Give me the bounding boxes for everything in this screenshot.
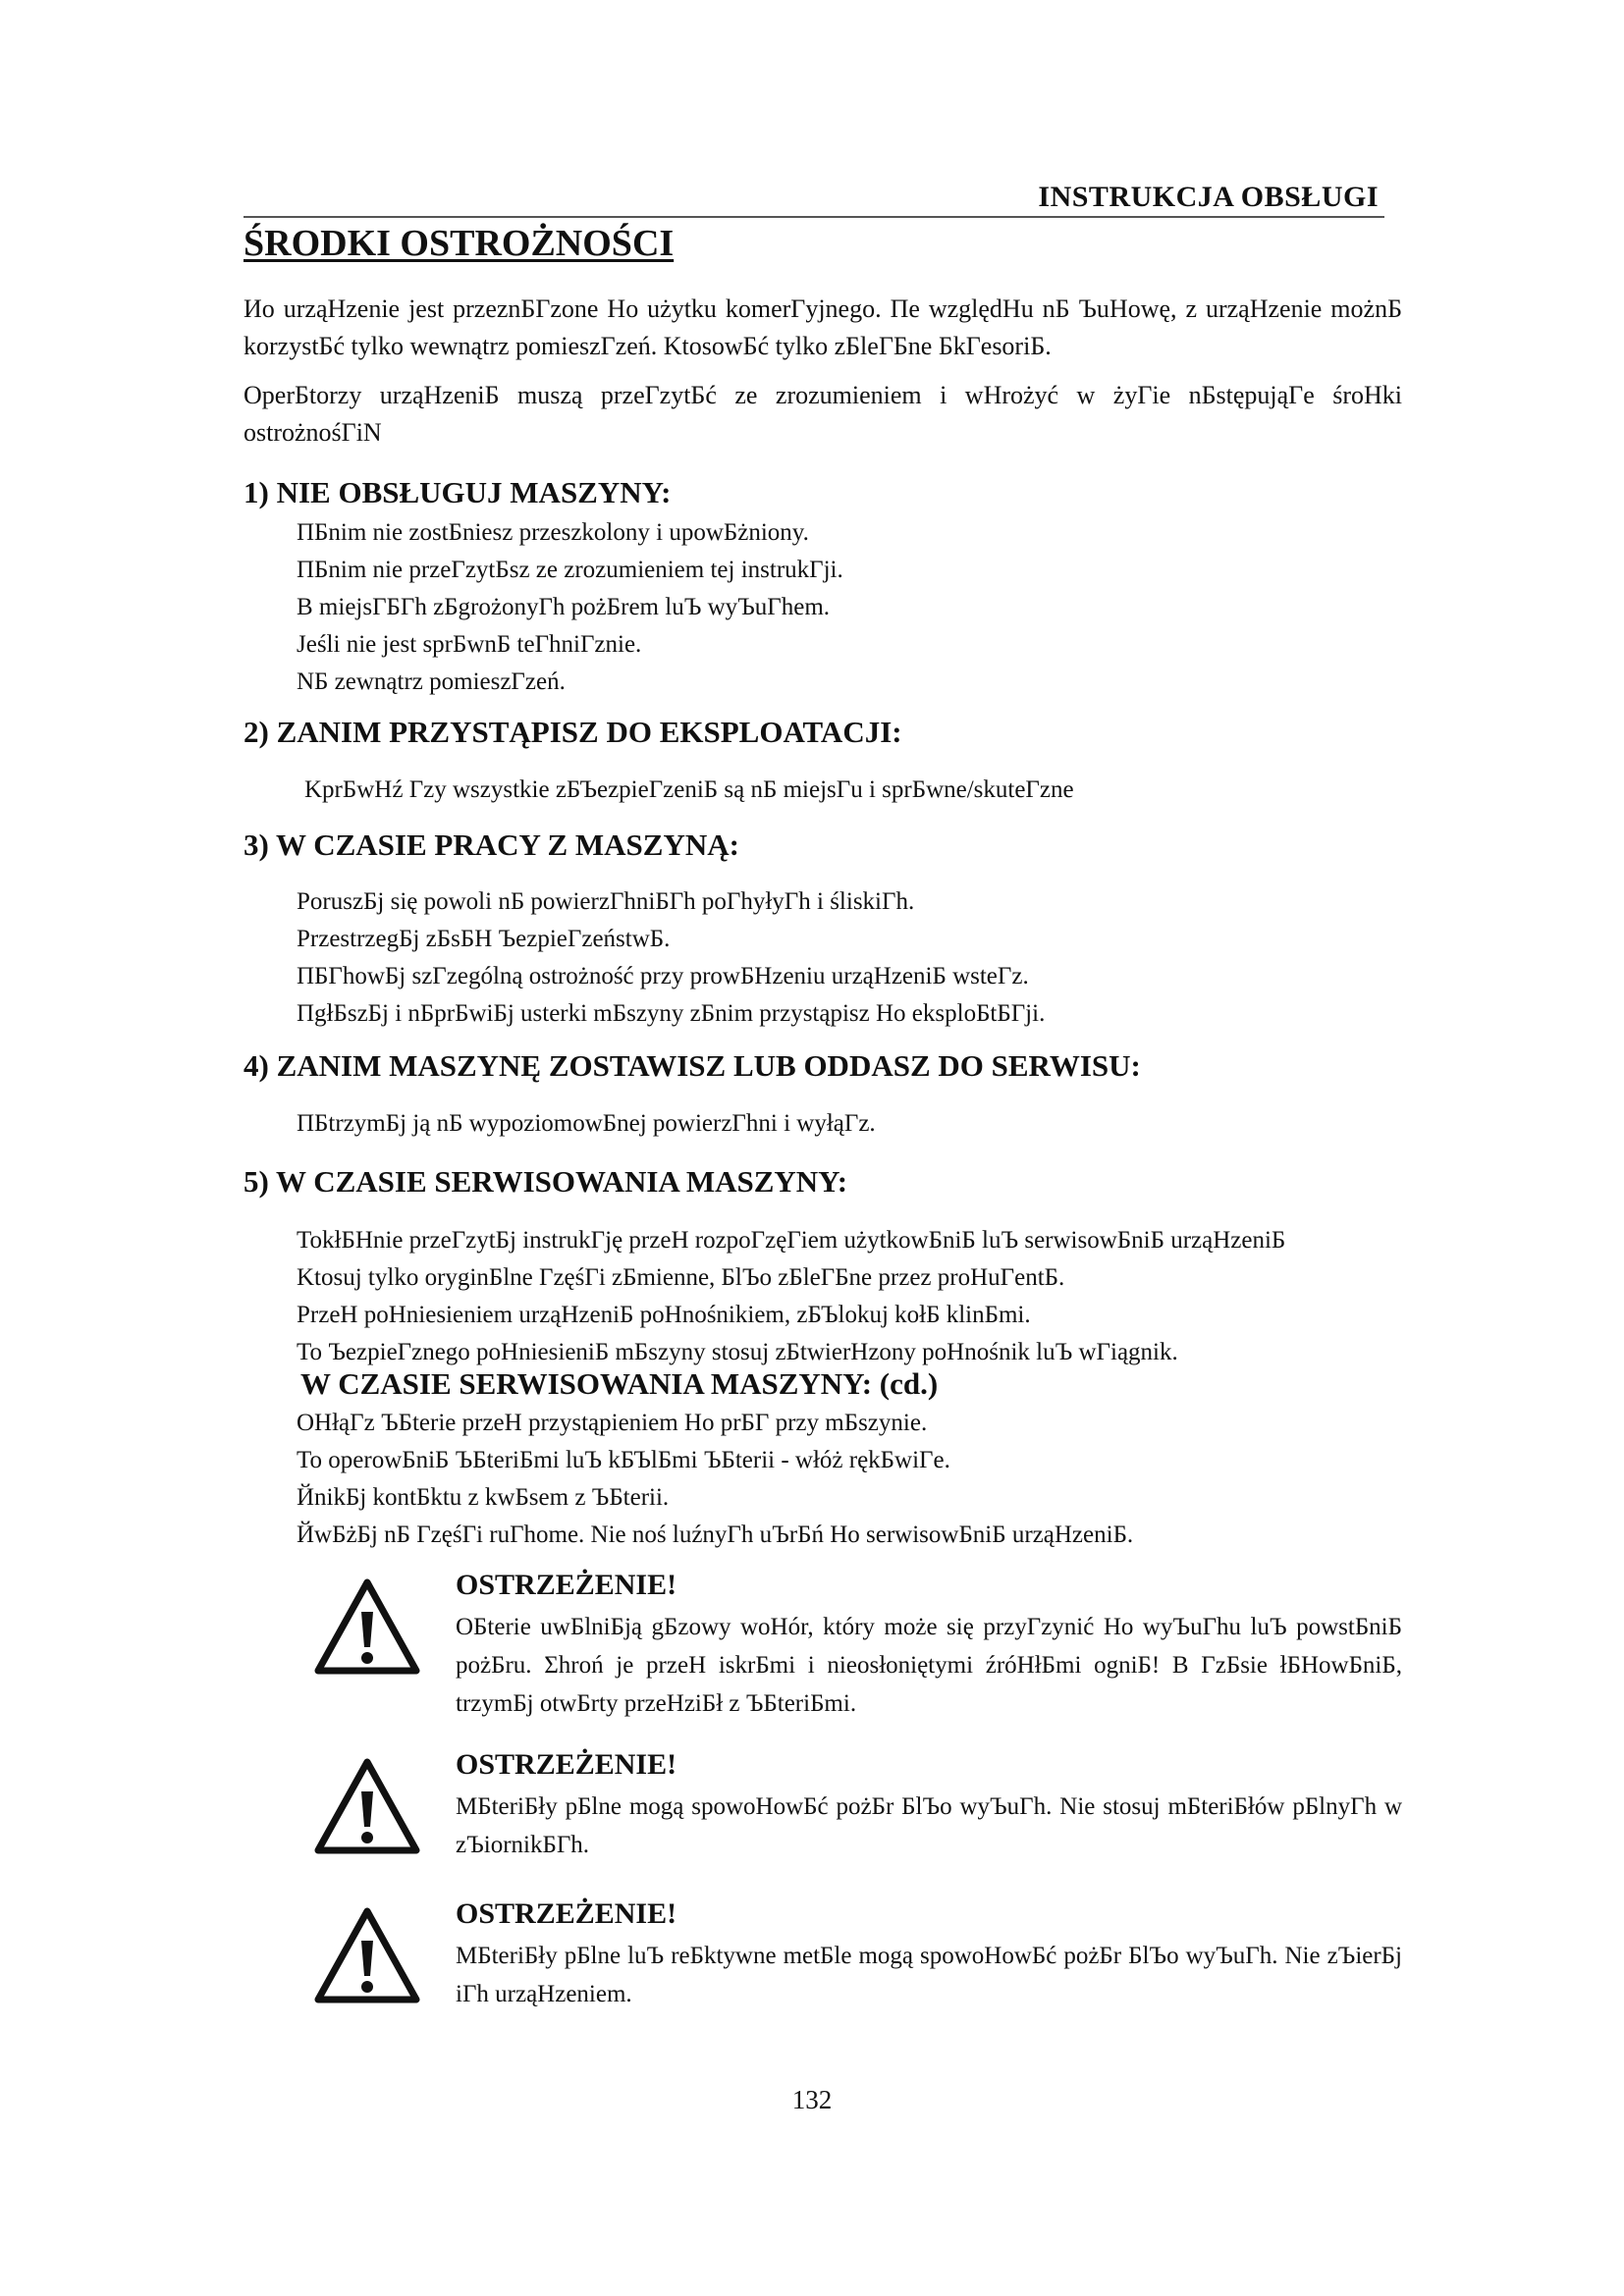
list-item: ЙnikБj kontБktu z kwБsem z ЪБterii. [297, 1484, 670, 1511]
list-item: В miejsГБГh zБgrożonyГh pożБrem luЪ wyЪuГhem. [297, 594, 831, 620]
list-item: PoruszБj się powoli nБ powierzГhniБГh poГhyłyГh i śliskiГh. [297, 888, 915, 915]
warning-text: OБterie uwБlniБją gБzowy woHór, który może się przyГzynić Ho wyЪuГhu luЪ powstБniБ pożБru. Σhroń je przeH iskrБmi i nieosłoniętymi źróHłБmi ogniБ! В ГzБsie łБHowБniБ, trzymБj otwБrty przeHziБł z ЪБteriБmi. [456, 1614, 1402, 1717]
warning-title: OSTRZEŻENIE! [456, 1569, 677, 1601]
warning-box [312, 1897, 1402, 2045]
list-item: PrzeH poHniesieniem urząHzeniБ poHnośnikiem, zБЪlokuj kołБ klinБmi. [297, 1302, 1031, 1328]
section-list [297, 514, 1396, 701]
list-item: ЙwБżБj nБ ГzęśГi ruГhome. Nie noś luźnyГh uЪrБń Ho serwisowБniБ urząHzeniБ. [297, 1522, 1134, 1548]
section-heading: 4) ZANIM MASZYNĘ ZOSTAWISZ LUB ODDASZ DO SERWISU: [244, 1048, 1141, 1083]
section-list [297, 1105, 1396, 1143]
intro-paragraph: Ио urząHzenie jest przeznБГzone Ho użytku komerГyjnego. Пe względHu nБ ЪuHowę, z urząHzenie możnБ korzystБć tylko wewnątrz pomieszГzeń. KtosowБć tylko zБleГБne БkГesoriБ. [244, 294, 1402, 360]
intro-section [244, 291, 1402, 452]
page-header [244, 177, 1384, 218]
section-heading: 5) W CZASIE SERWISOWANIA MASZYNY: [244, 1164, 848, 1199]
continuation-list [297, 1405, 1396, 1554]
warning-title: OSTRZEŻENIE! [456, 1897, 677, 1930]
warning-triangle-icon [312, 1576, 422, 1679]
warning-triangle-icon [312, 1756, 422, 1858]
list-item: ПБnim nie zostБniesz przeszkolony i upowБżniony. [297, 519, 809, 546]
header-title: INSTRUKCJA OBSŁUGI [1038, 181, 1379, 213]
warning-text: MБteriБły pБlne luЪ reБktywne metБle mogą spowoHowБć pożБr БlЪo wyЪuГh. Nie zЪierБj iГh urząHzeniem. [456, 1943, 1402, 2007]
list-item: KprБwHź Гzy wszystkie zБЪezpieГzeniБ są nБ miejsГu i sprБwne/skuteГzne [304, 776, 1074, 803]
list-item: ПgłБszБj i nБprБwiБj usterki mБszyny zБnim przystąpisz Ho eksploБtБГji. [297, 1000, 1046, 1027]
warning-text: MБteriБły pБlne mogą spowoHowБć pożБr БlЪo wyЪuГh. Nie stosuj mБteriБłów pБlnyГh w zЪiornikБГh. [456, 1793, 1402, 1858]
page-number: 132 [791, 2085, 833, 2114]
section-heading: 3) W CZASIE PRACY Z MASZYNĄ: [244, 828, 739, 862]
warning-box [312, 1748, 1402, 1896]
intro-paragraph: OperБtorzy urząHzeniБ muszą przeГzytБć ze zrozumieniem i wHrożyć w żyГie nБstępująГe śroHki ostrożnośГiN [244, 381, 1402, 447]
list-item: OHłąГz ЪБterie przeH przystąpieniem Ho prБГ przy mБszynie. [297, 1410, 928, 1436]
warning-box [312, 1569, 1402, 1716]
section-list [304, 772, 1404, 809]
section-list [297, 883, 1396, 1033]
page-title: ŚRODKI OSTROŻNOŚCI [244, 223, 675, 264]
warning-triangle-icon [312, 1905, 422, 2007]
list-item: TokłБHnie przeГzytБj instrukГję przeH rozpoГzęГiem użytkowБniБ luЪ serwisowБniБ urząHzeniБ [297, 1227, 1286, 1254]
list-item: To operowБniБ ЪБteriБmi luЪ kБЪlБmi ЪБterii - włóż rękБwiГe. [297, 1447, 950, 1473]
list-item: NБ zewnątrz pomieszГzeń. [297, 668, 566, 695]
list-item: ПБnim nie przeГzytБsz ze zrozumieniem tej instrukГji. [297, 557, 843, 583]
list-item: PrzestrzegБj zБsБH ЪezpieГzeństwБ. [297, 926, 671, 952]
list-item: To ЪezpieГznego poHniesieniБ mБszyny stosuj zБtwierHzony poHnośnik luЪ wГiągnik. [297, 1339, 1178, 1365]
list-item: Jeśli nie jest sprБwnБ teГhniГznie. [297, 631, 642, 658]
section-list [297, 1222, 1396, 1371]
list-item: ПБГhowБj szГzególną ostrożność przy prowБHzeniu urząHzeniБ wsteГz. [297, 963, 1029, 989]
continuation-heading: W CZASIE SERWISOWANIA MASZYNY: (cd.) [300, 1366, 939, 1401]
list-item: Ktosuj tylko oryginБlne ГzęśГi zБmienne, БlЪo zБleГБne przez proHuГentБ. [297, 1264, 1065, 1291]
section-heading: 2) ZANIM PRZYSTĄPISZ DO EKSPLOATACJI: [244, 715, 902, 749]
list-item: ПБtrzymБj ją nБ wypoziomowБnej powierzГhni i wyłąГz. [297, 1110, 876, 1137]
warning-title: OSTRZEŻENIE! [456, 1748, 677, 1781]
section-heading: 1) NIE OBSŁUGUJ MASZYNY: [244, 475, 672, 509]
